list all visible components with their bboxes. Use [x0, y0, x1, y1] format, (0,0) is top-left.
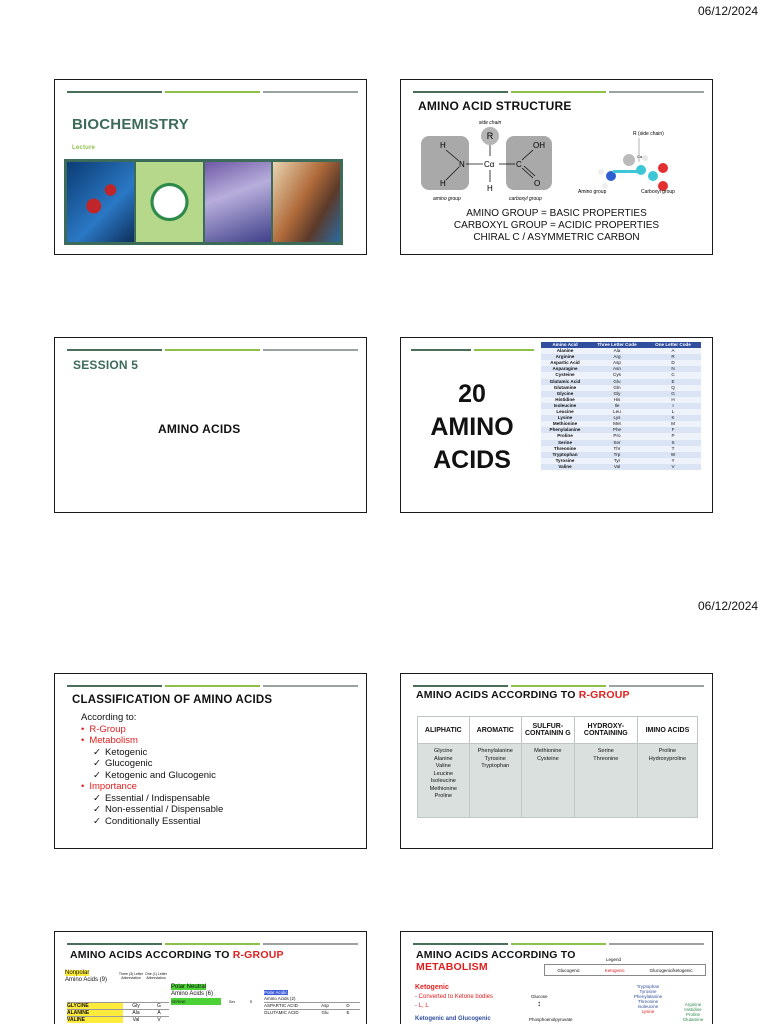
aa-one: D	[346, 1003, 350, 1008]
table-cell: N	[645, 366, 701, 372]
lab-photo	[273, 162, 340, 242]
table-cell: Met	[589, 421, 645, 427]
list-item: ✓ Ketogenic	[81, 747, 223, 759]
legend-item: Glucogenic	[557, 967, 580, 973]
table-cell: D	[645, 360, 701, 366]
table-cell: I	[645, 403, 701, 409]
legend	[544, 964, 706, 976]
big-title-line: ACIDS	[433, 446, 511, 474]
acidic-label: Polar Acidic	[264, 990, 288, 995]
table-cell: Methionine	[541, 421, 589, 427]
table-cell: M	[645, 421, 701, 427]
table-cell: Arginine	[541, 354, 589, 360]
table-cell: Pro	[589, 433, 645, 439]
table-cell: Gln	[589, 385, 645, 391]
slide-title: SESSION 5	[73, 358, 139, 372]
r-label: R	[486, 131, 494, 141]
table-cell: Methionine Cysteine	[521, 744, 574, 818]
slide-title: CLASSIFICATION OF AMINO ACIDS	[72, 694, 273, 706]
glucose-label: Glucose	[531, 994, 548, 999]
c-alpha-3d-label: Cα	[637, 154, 643, 159]
table-cell: Phenylalanine Tyrosine Tryptophan	[469, 744, 521, 818]
oh-label: OH	[533, 141, 545, 150]
table-cell: Glycine	[541, 391, 589, 397]
table-cell: Ser	[589, 440, 645, 446]
table-cell: Q	[645, 385, 701, 391]
table-row	[541, 464, 701, 470]
table-cell: Gly	[589, 391, 645, 397]
slide-biochemistry	[54, 79, 367, 255]
table-cell: R	[645, 354, 701, 360]
table-cell: Histidine	[541, 397, 589, 403]
slide-header-bars	[67, 685, 358, 687]
list-item: ✓ Essential / Indispensable	[81, 793, 223, 805]
list-item: ✓ Glucogenic	[81, 758, 223, 770]
table-cell: Alanine	[541, 348, 589, 354]
table-cell: K	[645, 415, 701, 421]
structure-properties	[401, 208, 712, 244]
nonpolar-block	[65, 970, 107, 984]
table-header: One Letter Code	[645, 342, 701, 348]
table-cell: C	[645, 372, 701, 378]
table-cell: Phe	[589, 427, 645, 433]
slide-title: AMINO ACIDS ACCORDING TO METABOLISM	[416, 949, 576, 973]
table-header: HYDROXY-CONTAINING	[574, 717, 637, 744]
list-item: ✓ Non-essential / Dispensable	[81, 804, 223, 816]
carboxyl-group-box	[506, 136, 552, 190]
slide-header-bars	[67, 349, 358, 351]
slide-r-group-table	[400, 673, 713, 849]
aromatic-list: Tryptophan Tyrosine Phenylalanine Threonine Isoleucine Lysine	[633, 984, 663, 1014]
aa-name: ALANINE	[67, 1010, 123, 1016]
table-body	[541, 348, 701, 470]
slide-header-bars	[413, 943, 704, 945]
table-cell: Asn	[589, 366, 645, 372]
table-cell: T	[645, 446, 701, 452]
slide-header-bars	[67, 91, 358, 93]
nonpolar-label: Nonpolar	[65, 970, 90, 976]
table-cell: S	[645, 440, 701, 446]
amino-group-label: amino group	[433, 196, 461, 202]
ketogenic-item: - Converted to Ketone bodies	[415, 994, 494, 1000]
slide-subtitle: Lecture	[72, 145, 96, 151]
aa-three: Val	[132, 1017, 140, 1023]
table-cell: Leu	[589, 409, 645, 415]
property-line: AMINO GROUP = BASIC PROPERTIES	[466, 208, 647, 219]
table-cell: H	[645, 397, 701, 403]
classification-list	[81, 712, 223, 827]
col-head-one: One (1) Letter Abbreviation	[145, 972, 167, 980]
dna-logo-photo	[136, 162, 203, 242]
table-cell: Threonine	[541, 446, 589, 452]
legend-item: Ketogenic	[604, 967, 625, 973]
amino-acid-code-table	[541, 342, 701, 470]
list-item: ✓ Ketogenic and Glucogenic	[81, 770, 223, 782]
slide-header-bars	[413, 685, 704, 687]
table-cell: Val	[589, 464, 645, 470]
table-cell: Lys	[589, 415, 645, 421]
aa-name: ASPARTIC ACID	[264, 1003, 298, 1008]
carboxyl-group-label: carboxyl group	[509, 196, 542, 202]
col-head-three: Three (3) Letter Abbreviation	[118, 972, 144, 980]
slide-20-amino-acids	[400, 337, 713, 513]
table-cell: L	[645, 409, 701, 415]
aa-one: A	[157, 1010, 161, 1016]
table-cell: His	[589, 397, 645, 403]
table-cell: Ala	[589, 348, 645, 354]
table-cell: Phenylalanine	[541, 427, 589, 433]
slide-classification	[54, 673, 367, 849]
polar-label: Polar Neutral	[171, 984, 207, 990]
table-header: SULFUR-CONTAININ G	[521, 717, 574, 744]
table-cell: Serine	[541, 440, 589, 446]
both-heading: Ketogenic and Glucogenic	[415, 1016, 491, 1022]
aa-name: GLYCINE	[67, 1003, 123, 1009]
aa-one: V	[157, 1017, 161, 1023]
glucogenic-list: Arginine Histidine Proline Glutamine	[682, 1002, 704, 1022]
list-heading: • Metabolism	[81, 735, 223, 747]
molecule-photo	[205, 162, 272, 242]
table-cell: V	[645, 464, 701, 470]
list-item: ✓ Conditionally Essential	[81, 816, 223, 828]
page-date-top: 06/12/2024	[698, 4, 759, 18]
aa-name: VALINE	[67, 1017, 123, 1023]
slide-header-bars	[411, 349, 534, 351]
page-date-middle: 06/12/2024	[698, 599, 759, 613]
n-label: N	[459, 160, 465, 169]
slide-r-group-polarity	[54, 931, 367, 1024]
ketogenic-item: - L, L	[415, 1003, 429, 1009]
carbon-label: C	[516, 160, 522, 169]
table-cell: Cys	[589, 372, 645, 378]
slide-title: AMINO ACID STRUCTURE	[418, 99, 572, 113]
aa-three: Glu	[321, 1010, 329, 1015]
slide-amino-acid-structure	[400, 79, 713, 255]
aa-name: SERINE	[171, 998, 221, 1005]
table-cell: P	[645, 433, 701, 439]
table-cell: Proline	[541, 433, 589, 439]
h-top-label: H	[440, 141, 446, 150]
aa-three: Ala	[132, 1010, 140, 1016]
table-cell: E	[645, 379, 701, 385]
property-line: CARBOXYL GROUP = ACIDIC PROPERTIES	[453, 220, 660, 231]
polar-sub: Amino Acids (6)	[171, 991, 214, 997]
table-cell: Serine Threonine	[574, 744, 637, 818]
table-cell: G	[645, 391, 701, 397]
ketogenic-heading: Ketogenic	[415, 984, 449, 991]
big-title-line: 20	[458, 380, 486, 408]
slide-center-text: AMINO ACIDS	[158, 422, 241, 436]
table-cell: Tyr	[589, 458, 645, 464]
amino-group-3d-label: Amino group	[578, 189, 607, 195]
aa-three: Gly	[132, 1003, 140, 1009]
table-header: Three Letter Code	[589, 342, 645, 348]
dna-photo	[67, 162, 134, 242]
carboxyl-group-3d-label: Carboxyl group	[641, 189, 675, 195]
table-cell: Cysteine	[541, 372, 589, 378]
o-label: O	[534, 179, 541, 188]
aa-one: E	[346, 1010, 350, 1015]
nonpolar-sub: Amino Acids (9)	[65, 977, 108, 983]
table-cell: Y	[645, 458, 701, 464]
h-alpha-label: H	[487, 184, 493, 193]
table-cell: Asparagine	[541, 366, 589, 372]
aa-one: G	[157, 1003, 161, 1009]
legend-title: Legend	[606, 957, 622, 962]
table-cell: Tyrosine	[541, 458, 589, 464]
acidic-block	[264, 990, 360, 1016]
table-cell: Lysine	[541, 415, 589, 421]
side-chain-label: side chain	[478, 120, 502, 126]
aa-one: S	[249, 999, 253, 1004]
slide-title: AMINO ACIDS ACCORDING TO R-GROUP	[70, 949, 284, 961]
table-cell: Isoleucine	[541, 403, 589, 409]
table-header: AROMATIC	[469, 717, 521, 744]
table-cell: Valine	[541, 464, 589, 470]
amino-acid-structure-diagram	[401, 110, 712, 205]
table-cell: Glycine Alanine Valine Leucine Isoleucine Methionine Proline	[418, 744, 470, 818]
slide-header-bars	[67, 943, 358, 945]
table-cell: Arg	[589, 354, 645, 360]
table-cell: Leucine	[541, 409, 589, 415]
aa-name: GLUTAMIC ACID	[264, 1010, 299, 1015]
r-group-table	[417, 716, 698, 818]
table-cell: A	[645, 348, 701, 354]
slide-title: BIOCHEMISTRY	[72, 116, 189, 133]
table-cell: Glu	[589, 379, 645, 385]
table-header: IMINO ACIDS	[637, 717, 697, 744]
legend-item: Glucogenic/ketogenic	[649, 967, 693, 973]
aa-three: Ser	[228, 999, 236, 1004]
property-line: CHIRAL C / ASYMMETRIC CARBON	[473, 232, 640, 243]
polar-block	[171, 984, 261, 1005]
list-heading: • R-Group	[81, 724, 223, 736]
table-cell: Trp	[589, 452, 645, 458]
table-cell: Tryptophan	[541, 452, 589, 458]
big-title-line: AMINO	[430, 413, 514, 441]
c-alpha-label: Cα	[484, 160, 495, 169]
big-title	[401, 378, 543, 477]
slide-session-5	[54, 337, 367, 513]
acidic-sub: Amino Acids (2)	[264, 996, 296, 1001]
table-cell: F	[645, 427, 701, 433]
slide-title: AMINO ACIDS ACCORDING TO R-GROUP	[416, 689, 630, 701]
pep-label: Phosphoenolpyruvate	[529, 1017, 573, 1022]
table-cell: Asp	[589, 360, 645, 366]
table-cell: W	[645, 452, 701, 458]
list-intro: According to:	[81, 712, 137, 723]
table-cell: Glutamine	[541, 385, 589, 391]
table-cell: Glutamic Acid	[541, 379, 589, 385]
slide-metabolism	[400, 931, 713, 1024]
aa-three: Asp	[321, 1003, 329, 1008]
table-cell: Aspartic Acid	[541, 360, 589, 366]
slide-header-bars	[413, 91, 704, 93]
photo-strip	[64, 159, 343, 245]
table-cell: Proline Hydroxyproline	[637, 744, 697, 818]
list-heading: • Importance	[81, 781, 223, 793]
nonpolar-rows	[67, 1002, 169, 1023]
table-cell: Thr	[589, 446, 645, 452]
table-header: Amino Acid	[541, 342, 589, 348]
table-header: ALIPHATIC	[418, 717, 470, 744]
r-side-chain-label: R (side chain)	[633, 131, 664, 137]
arrow-icon: ↕	[537, 999, 541, 1008]
h-bottom-label: H	[440, 179, 446, 188]
table-cell: Ile	[589, 403, 645, 409]
